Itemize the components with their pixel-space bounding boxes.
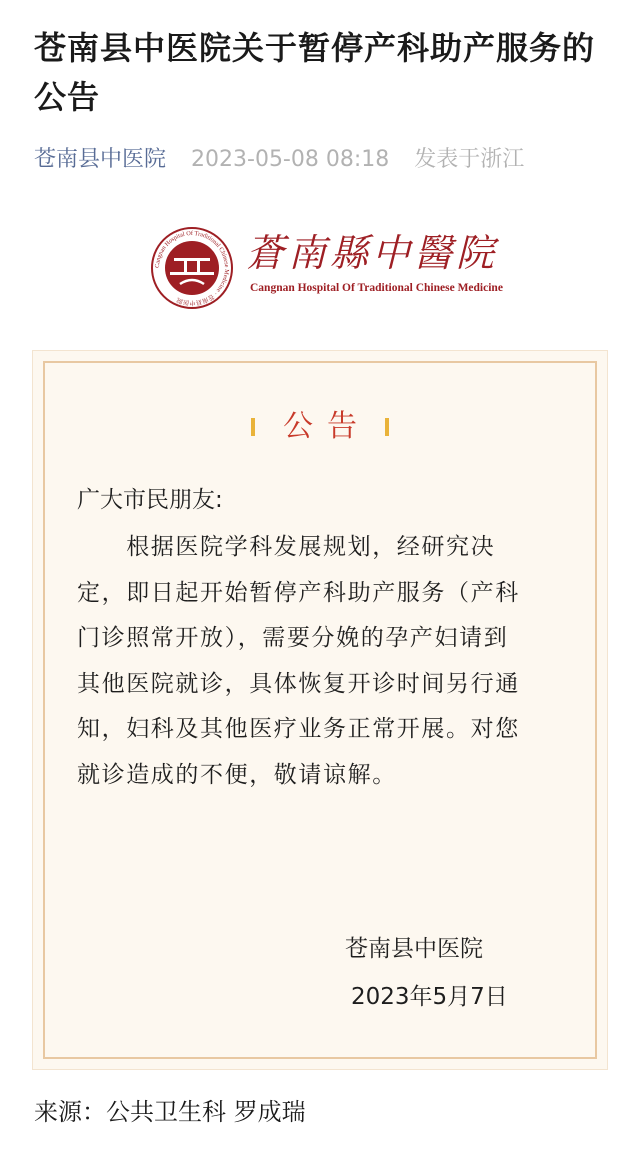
notice-body (77, 525, 577, 798)
notice-heading-text: 公告 (283, 409, 371, 444)
signature-date: 2023年5月7日 (351, 984, 508, 1010)
notice-body-line: 其他医院就诊，具体恢复开诊时间另行通 (77, 670, 520, 697)
signature-org: 苍南县中医院 (345, 936, 483, 962)
notice-body-line: 定，即日起开始暂停产科助产服务（产科 (77, 579, 520, 606)
author-link[interactable]: 苍南县中医院 (34, 147, 167, 172)
heading-bar-right (385, 418, 389, 436)
notice-body-line: 就诊造成的不便，敬请谅解。 (77, 761, 397, 788)
hospital-name-cn: 蒼南縣中醫院 (246, 231, 499, 275)
seal-text: Cangnan Hospital Of Traditional Chinese Medicine · 苍南县中医院 (153, 229, 231, 307)
notice-greeting: 广大市民朋友: (77, 487, 223, 513)
hospital-seal-icon (150, 226, 234, 310)
hospital-name-en: Cangnan Hospital Of Traditional Chinese Medicine (250, 282, 503, 294)
notice-heading (45, 407, 595, 447)
notice-body-line: 知，妇科及其他医疗业务正常开展。对您 (77, 716, 520, 742)
article-meta (34, 145, 524, 175)
notice-border (43, 361, 597, 1059)
hospital-logo (150, 226, 510, 310)
notice-card (32, 350, 608, 1070)
notice-body-line: 门诊照常开放），需要分娩的孕产妇请到 (77, 625, 509, 651)
publish-time: 2023-05-08 08:18 (191, 147, 390, 172)
notice-body-line: 根据医院学科发展规划，经研究决 (77, 534, 496, 560)
article-source: 来源：公共卫生科 罗成瑞 (34, 1098, 306, 1126)
publish-location: 发表于浙江 (414, 147, 525, 172)
heading-bar-left (251, 418, 255, 436)
article-title: 苍南县中医院关于暂停产科助产服务的公告 (34, 29, 596, 116)
